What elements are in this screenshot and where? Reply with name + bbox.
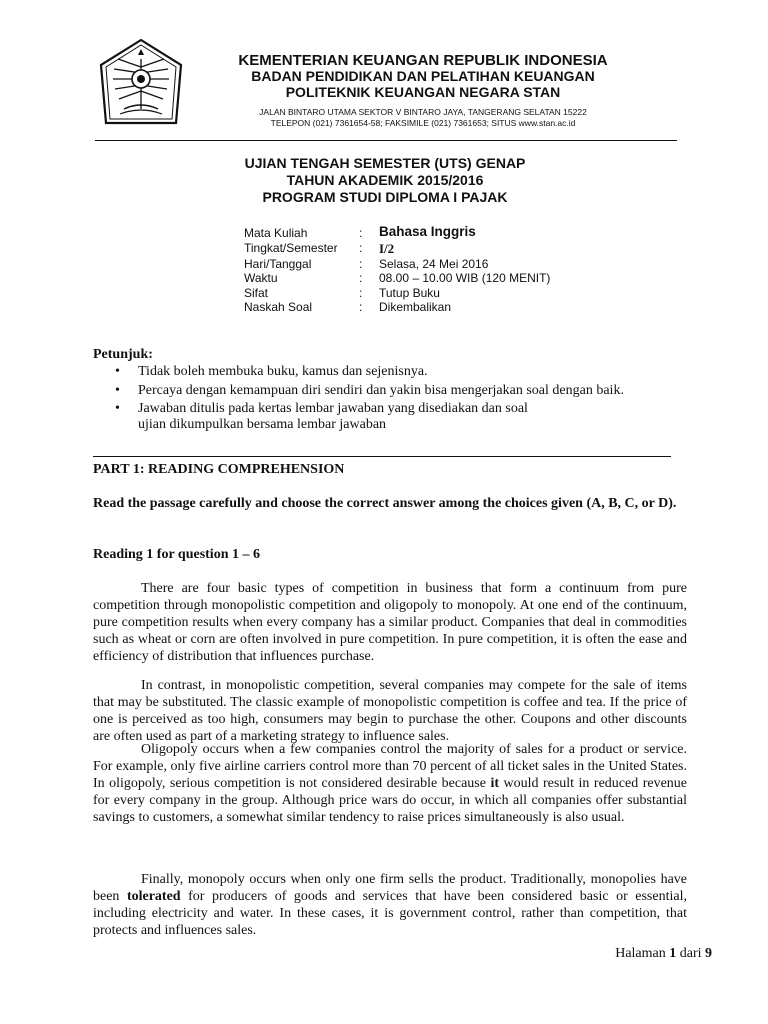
school-name: POLITEKNIK KEUANGAN NEGARA STAN	[285, 84, 561, 100]
info-separator: :	[359, 286, 363, 300]
bullet-icon: •	[115, 383, 120, 398]
info-value: Tutup Buku	[379, 286, 440, 300]
info-separator: :	[359, 257, 363, 271]
info-label: Tingkat/Semester	[244, 241, 338, 255]
info-value: Dikembalikan	[379, 300, 452, 314]
academic-year: TAHUN AKADEMIK 2015/2016	[286, 172, 484, 188]
info-value: Selasa, 24 Mei 2016	[379, 257, 489, 271]
info-separator: :	[359, 226, 363, 240]
info-label: Mata Kuliah	[244, 226, 308, 240]
info-separator: :	[359, 241, 363, 255]
info-label: Hari/Tanggal	[244, 257, 312, 271]
current-page: 1	[669, 946, 677, 961]
info-label: Naskah Soal	[244, 300, 313, 314]
instruction-item: Jawaban ditulis pada kertas lembar jawaban yang disediakan dan soal ujian dikumpulkan bersama lembar jawaban	[138, 401, 528, 432]
reading-label: Reading 1 for question 1 – 6	[93, 547, 260, 562]
passage-text: Finally, monopoly occurs when only one firm sells the product. Traditionally, monopolies have been	[93, 872, 687, 904]
info-separator: :	[359, 300, 363, 314]
info-label: Waktu	[244, 271, 278, 285]
ministry-of-finance-emblem-icon	[98, 37, 184, 129]
info-value: 08.00 – 10.00 WIB (120 MENIT)	[379, 271, 551, 285]
passage-paragraph	[93, 871, 687, 939]
passage-text: Oligopoly occurs when a few companies control the majority of sales for a product or service. For example, only five airline carriers control more than 70 percent of all ticket sales in the United States. In oligopoly, serious competition is not considered desirable because	[93, 742, 687, 791]
info-value: I/2	[379, 241, 395, 256]
part-instruction: Read the passage carefully and choose the correct answer among the choices given (A, B, C, or D).	[93, 496, 677, 511]
page-middle: dari	[679, 946, 702, 961]
passage-emphasis: tolerated	[126, 889, 181, 904]
instruction-item: Tidak boleh membuka buku, kamus dan sejenisnya.	[138, 364, 428, 379]
total-pages: 9	[705, 946, 712, 961]
letterhead-divider	[95, 140, 677, 141]
info-label: Sifat	[244, 286, 269, 300]
passage-text: would result in reduced revenue for every company in the group. Although price wars do occur, in which all companies offer substantial savings to customers, a somewhat similar tendency to raise prices simultaneously is also usual.	[93, 776, 687, 825]
contact-line: TELEPON (021) 7361654-58; FAKSIMILE (021) 7361653; SITUS www.stan.ac.id	[270, 118, 576, 128]
agency-name: BADAN PENDIDIKAN DAN PELATIHAN KEUANGAN	[251, 68, 595, 84]
page-prefix: Halaman	[615, 946, 666, 961]
info-separator: :	[359, 271, 363, 285]
page-number	[560, 946, 712, 962]
section-divider	[93, 456, 671, 457]
info-value: Bahasa Inggris	[379, 224, 476, 239]
passage-paragraph	[93, 741, 687, 826]
passage-paragraph: In contrast, in monopolistic competition, several companies may compete for the sale of items that may be substituted. The classic example of monopolistic competition is coffee and tea. If the price of one is perceived as too high, consumers may begin to purchase the other. Coupons and other discounts are often used as part of a marketing strategy to influence sales.	[93, 678, 687, 744]
passage-paragraph: There are four basic types of competition in business that form a continuum from pure competition through monopolistic competition and oligopoly to monopoly. At one end of the continuum, pure competition results when every company has a similar product. Companies that deal in commodities such as wheat or corn are often involved in pure competition. In pure competition, it is often the ease and efficiency of distribution that influences purchase.	[93, 581, 687, 664]
bullet-icon: •	[115, 401, 120, 416]
bullet-icon: •	[115, 364, 120, 379]
address-line: JALAN BINTARO UTAMA SEKTOR V BINTARO JAYA, TANGERANG SELATAN 15222	[259, 107, 587, 117]
part-heading: PART 1: READING COMPREHENSION	[93, 462, 345, 477]
passage-emphasis: it	[490, 776, 500, 791]
ministry-name: KEMENTERIAN KEUANGAN REPUBLIK INDONESIA	[238, 52, 608, 69]
instructions-heading: Petunjuk:	[93, 347, 153, 362]
instruction-item: Percaya dengan kemampuan diri sendiri dan yakin bisa mengerjakan soal dengan baik.	[138, 383, 624, 398]
exam-title: UJIAN TENGAH SEMESTER (UTS) GENAP	[244, 155, 526, 171]
study-program: PROGRAM STUDI DIPLOMA I PAJAK	[262, 189, 508, 205]
passage-text: for producers of goods and services that have been considered basic or essential, including electricity and water. In these cases, it is government control, rather than competition, that protects and influences sales.	[93, 889, 687, 938]
